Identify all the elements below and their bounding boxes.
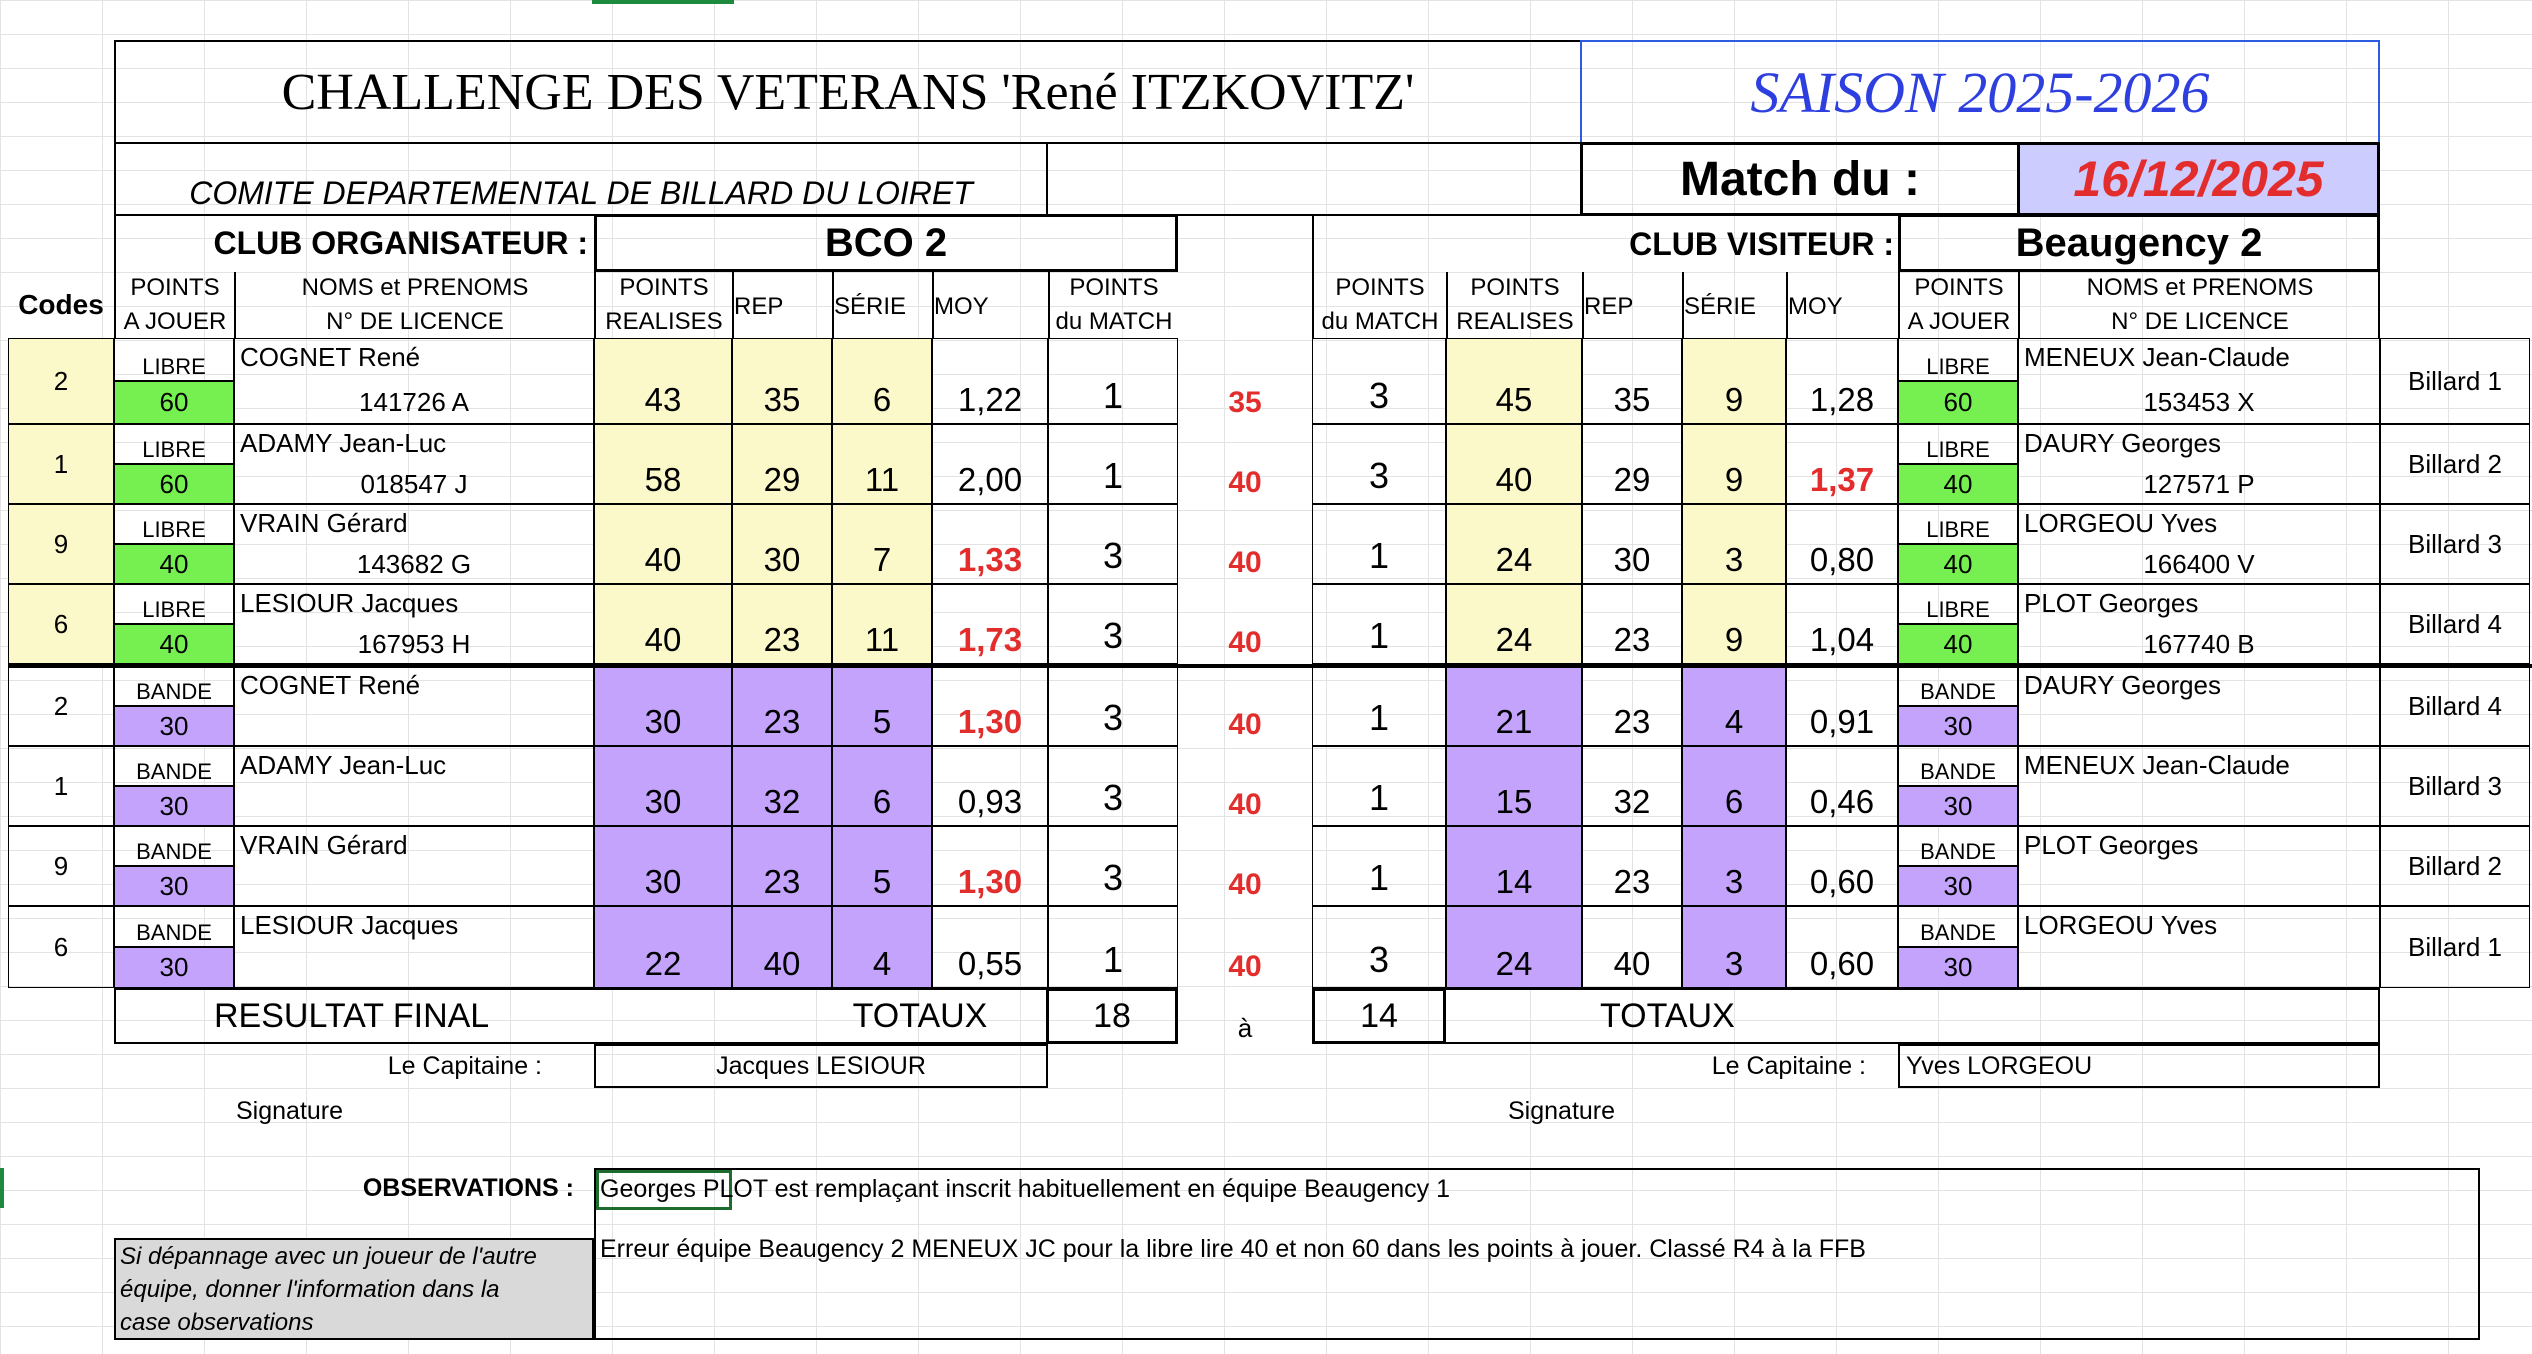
host-moy[interactable]: 0,55 <box>932 906 1048 988</box>
v-moy-header: MOY <box>1786 272 1898 338</box>
target-points: 40 <box>1228 546 1262 579</box>
v-points-match-header <box>1312 272 1446 338</box>
host-player-name[interactable]: COGNET René <box>240 342 421 372</box>
visitor-licence[interactable]: 127571 P <box>2143 468 2255 499</box>
host-points-match[interactable]: 3 <box>1048 746 1178 826</box>
committee: COMITE DEPARTEMENTAL DE BILLARD DU LOIRET <box>114 142 1048 216</box>
a-label: à <box>1237 1013 1253 1043</box>
visitor-licence[interactable]: 166400 V <box>2143 548 2255 579</box>
moy-header: MOY <box>932 272 1048 338</box>
host-points-match[interactable]: 3 <box>1048 584 1178 664</box>
billard-cell[interactable]: Billard 2 <box>2380 424 2530 504</box>
v-points-a-jouer-header-line-1: POINTS <box>1914 274 2004 301</box>
code-cell[interactable]: 1 <box>8 424 114 504</box>
billard-cell[interactable]: Billard 4 <box>2380 584 2530 664</box>
visitor-mode: BANDE <box>1898 826 2018 866</box>
host-signature-label: Signature <box>236 1096 344 1125</box>
visitor-points-realises[interactable]: 24 <box>1446 906 1582 988</box>
noms-header-line-1: NOMS et PRENOMS <box>301 274 529 301</box>
season: SAISON 2025-2026 <box>1580 40 2380 144</box>
host-mode: LIBRE <box>114 584 234 624</box>
visitor-rep[interactable]: 30 <box>1582 504 1682 584</box>
host-mode: BANDE <box>114 906 234 947</box>
host-totaux-label: TOTAUX <box>852 996 988 1035</box>
host-captain[interactable]: Jacques LESIOUR <box>594 1044 1048 1088</box>
visitor-club[interactable]: Beaugency 2 <box>1898 214 2380 272</box>
visitor-rep[interactable]: 23 <box>1582 826 1682 906</box>
host-points-a-jouer[interactable]: 30 <box>114 706 234 746</box>
note-box <box>114 1238 594 1340</box>
v-points-realises-header-line-1: POINTS <box>1470 274 1560 301</box>
v-points-a-jouer-header-line-2: A JOUER <box>1907 308 2011 335</box>
visitor-licence[interactable] <box>2018 786 2380 826</box>
visitor-player-name[interactable]: LORGEOU Yves <box>2024 508 2218 538</box>
row-selection-marker <box>0 1168 4 1208</box>
host-player-name[interactable]: VRAIN Gérard <box>240 830 408 860</box>
host-captain-label: Le Capitaine : <box>387 1051 542 1080</box>
note-line-2: équipe, donner l'information dans la <box>120 1275 500 1303</box>
points-match-header <box>1048 272 1178 338</box>
host-rep[interactable]: 32 <box>732 746 832 826</box>
visitor-serie[interactable]: 3 <box>1682 826 1786 906</box>
visitor-points-match[interactable]: 1 <box>1312 826 1446 906</box>
visitor-serie[interactable]: 9 <box>1682 584 1786 664</box>
visitor-mode: LIBRE <box>1898 504 2018 544</box>
host-moy[interactable]: 1,30 <box>932 666 1048 746</box>
billard-cell[interactable]: Billard 2 <box>2380 826 2530 906</box>
visitor-serie[interactable]: 6 <box>1682 746 1786 826</box>
host-points-match[interactable]: 3 <box>1048 826 1178 906</box>
host-points-a-jouer[interactable]: 30 <box>114 947 234 988</box>
visitor-points-match[interactable]: 3 <box>1312 424 1446 504</box>
host-serie[interactable]: 6 <box>832 746 932 826</box>
target-points: 40 <box>1228 466 1262 499</box>
visitor-player-name[interactable]: DAURY Georges <box>2024 428 2222 458</box>
host-points-realises[interactable]: 30 <box>594 746 732 826</box>
points-a-jouer-header-line-2: A JOUER <box>123 308 227 335</box>
host-mode: LIBRE <box>114 338 234 381</box>
host-serie[interactable]: 11 <box>832 584 932 664</box>
host-licence[interactable]: 141726 A <box>359 387 469 417</box>
visitor-points-realises[interactable]: 40 <box>1446 424 1582 504</box>
host-points-realises[interactable]: 30 <box>594 826 732 906</box>
points-a-jouer-header-line-1: POINTS <box>130 274 220 301</box>
visitor-mode: LIBRE <box>1898 584 2018 624</box>
billard-cell[interactable]: Billard 1 <box>2380 338 2530 424</box>
host-moy[interactable]: 1,33 <box>932 504 1048 584</box>
host-rep[interactable]: 40 <box>732 906 832 988</box>
visitor-rep[interactable]: 29 <box>1582 424 1682 504</box>
visitor-captain-label: Le Capitaine : <box>1711 1051 1866 1080</box>
target-points: 40 <box>1228 708 1262 741</box>
host-points-a-jouer[interactable]: 60 <box>114 381 234 424</box>
visitor-points-realises[interactable]: 21 <box>1446 666 1582 746</box>
host-licence[interactable]: 143682 G <box>356 548 472 579</box>
visitor-licence[interactable] <box>2018 947 2380 988</box>
host-points-realises[interactable]: 22 <box>594 906 732 988</box>
visitor-player-name[interactable]: DAURY Georges <box>2024 670 2222 700</box>
visitor-total[interactable]: 14 <box>1312 988 1446 1044</box>
target-points: 35 <box>1228 386 1262 419</box>
host-mode: BANDE <box>114 826 234 866</box>
host-licence[interactable]: 018547 J <box>360 468 468 499</box>
visitor-rep[interactable]: 40 <box>1582 906 1682 988</box>
visitor-serie[interactable]: 4 <box>1682 666 1786 746</box>
points-match-header-line-1: POINTS <box>1069 274 1159 301</box>
target-points: 40 <box>1228 868 1262 901</box>
visitor-moy[interactable]: 0,46 <box>1786 746 1898 826</box>
points-match-header-line-2: du MATCH <box>1055 308 1173 335</box>
match-date[interactable]: 16/12/2025 <box>2017 142 2380 216</box>
visitor-points-realises[interactable]: 15 <box>1446 746 1582 826</box>
visitor-moy[interactable]: 1,37 <box>1786 424 1898 504</box>
visitor-moy[interactable]: 0,80 <box>1786 504 1898 584</box>
host-points-a-jouer[interactable]: 30 <box>114 866 234 906</box>
visitor-rep[interactable]: 23 <box>1582 666 1682 746</box>
visitor-points-a-jouer[interactable]: 30 <box>1898 786 2018 826</box>
rep-header: REP <box>732 272 832 338</box>
visitor-moy[interactable]: 0,60 <box>1786 826 1898 906</box>
host-player-name[interactable]: LESIOUR Jacques <box>240 588 459 618</box>
observations-label: OBSERVATIONS : <box>362 1173 574 1202</box>
billard-cell[interactable]: Billard 1 <box>2380 906 2530 988</box>
noms-header <box>234 272 594 338</box>
v-points-realises-header <box>1446 272 1582 338</box>
host-rep[interactable]: 30 <box>732 504 832 584</box>
section-divider <box>8 664 2532 668</box>
visitor-points-realises[interactable]: 14 <box>1446 826 1582 906</box>
serie-header: SÉRIE <box>832 272 932 338</box>
visitor-moy[interactable]: 0,60 <box>1786 906 1898 988</box>
header-right-border <box>2378 272 2380 338</box>
visitor-points-realises[interactable]: 45 <box>1446 338 1582 424</box>
code-cell[interactable]: 9 <box>8 504 114 584</box>
host-player-name[interactable]: LESIOUR Jacques <box>240 910 459 940</box>
host-player-name[interactable]: COGNET René <box>240 670 421 700</box>
visitor-serie[interactable]: 3 <box>1682 906 1786 988</box>
host-points-realises[interactable]: 43 <box>594 338 732 424</box>
title: CHALLENGE DES VETERANS 'René ITZKOVITZ' <box>114 40 1582 144</box>
visitor-mode: BANDE <box>1898 666 2018 706</box>
target-points: 40 <box>1228 788 1262 821</box>
visitor-mode: BANDE <box>1898 746 2018 786</box>
host-player-name[interactable]: ADAMY Jean-Luc <box>240 750 447 780</box>
host-points-a-jouer[interactable]: 40 <box>114 624 234 664</box>
visitor-moy[interactable]: 1,04 <box>1786 584 1898 664</box>
result-label: RESULTAT FINAL <box>214 996 490 1035</box>
billard-cell[interactable]: Billard 3 <box>2380 504 2530 584</box>
v-points-realises-header-line-2: REALISES <box>1456 308 1574 335</box>
v-points-a-jouer-header <box>1898 272 2018 338</box>
code-cell[interactable]: 6 <box>8 584 114 664</box>
visitor-points-realises[interactable]: 24 <box>1446 504 1582 584</box>
host-total[interactable]: 18 <box>1046 988 1178 1044</box>
visitor-licence[interactable]: 153453 X <box>2143 387 2255 417</box>
target-points: 40 <box>1228 950 1262 983</box>
host-points-a-jouer[interactable]: 60 <box>114 464 234 504</box>
host-serie[interactable]: 4 <box>832 906 932 988</box>
visitor-player-name[interactable]: PLOT Georges <box>2024 588 2199 618</box>
v-serie-header: SÉRIE <box>1682 272 1786 338</box>
host-serie[interactable]: 5 <box>832 826 932 906</box>
host-licence[interactable] <box>234 866 594 906</box>
visitor-moy[interactable]: 0,91 <box>1786 666 1898 746</box>
visitor-player-name[interactable]: MENEUX Jean-Claude <box>2024 342 2290 372</box>
visitor-points-match[interactable]: 1 <box>1312 746 1446 826</box>
code-cell[interactable]: 6 <box>8 906 114 988</box>
match-label: Match du : <box>1580 142 2020 216</box>
visitor-rep[interactable]: 32 <box>1582 746 1682 826</box>
noms-header-line-2: N° DE LICENCE <box>326 308 504 335</box>
billard-cell[interactable]: Billard 3 <box>2380 746 2530 826</box>
host-rep[interactable]: 29 <box>732 424 832 504</box>
host-licence[interactable]: 167953 H <box>357 628 471 659</box>
host-rep[interactable]: 23 <box>732 584 832 664</box>
visitor-serie[interactable]: 9 <box>1682 424 1786 504</box>
host-moy[interactable]: 1,22 <box>932 338 1048 424</box>
visitor-totaux-label: TOTAUX <box>1444 988 2380 1044</box>
host-points-match[interactable]: 1 <box>1048 906 1178 988</box>
blank-cell <box>1046 142 1582 216</box>
observation-2[interactable]: Erreur équipe Beaugency 2 MENEUX JC pour la libre lire 40 et non 60 dans les points à jouer. Classé R4 à la FFB <box>600 1234 1866 1263</box>
visitor-player-name[interactable]: PLOT Georges <box>2024 830 2199 860</box>
visitor-player-name[interactable]: MENEUX Jean-Claude <box>2024 750 2290 780</box>
host-club[interactable]: BCO 2 <box>594 214 1178 272</box>
host-points-match[interactable]: 3 <box>1048 504 1178 584</box>
host-serie[interactable]: 5 <box>832 666 932 746</box>
code-cell[interactable]: 1 <box>8 746 114 826</box>
visitor-points-a-jouer[interactable]: 40 <box>1898 464 2018 504</box>
billard-cell[interactable]: Billard 4 <box>2380 666 2530 746</box>
v-noms-header <box>2018 272 2380 338</box>
points-a-jouer-header <box>114 272 234 338</box>
host-moy[interactable]: 0,93 <box>932 746 1048 826</box>
column-selection-marker <box>592 0 734 4</box>
host-serie[interactable]: 6 <box>832 338 932 424</box>
host-licence[interactable] <box>234 947 594 988</box>
host-points-realises[interactable]: 58 <box>594 424 732 504</box>
host-player-name[interactable]: ADAMY Jean-Luc <box>240 428 447 458</box>
host-serie[interactable]: 11 <box>832 424 932 504</box>
v-noms-header-line-1: NOMS et PRENOMS <box>2086 274 2314 301</box>
visitor-signature-label: Signature <box>1508 1096 1616 1125</box>
host-rep[interactable]: 23 <box>732 666 832 746</box>
code-cell[interactable]: 2 <box>8 338 114 424</box>
host-mode: BANDE <box>114 746 234 786</box>
visitor-points-match[interactable]: 3 <box>1312 906 1446 988</box>
host-points-match[interactable]: 3 <box>1048 666 1178 746</box>
visitor-points-realises[interactable]: 24 <box>1446 584 1582 664</box>
host-mode: BANDE <box>114 666 234 706</box>
host-points-match[interactable]: 1 <box>1048 338 1178 424</box>
points-realises-header <box>594 272 732 338</box>
host-moy[interactable]: 2,00 <box>932 424 1048 504</box>
visitor-rep[interactable]: 23 <box>1582 584 1682 664</box>
points-realises-header-line-2: REALISES <box>605 308 723 335</box>
host-label: CLUB ORGANISATEUR : <box>114 214 594 272</box>
v-rep-header: REP <box>1582 272 1682 338</box>
visitor-licence[interactable] <box>2018 706 2380 746</box>
points-realises-header-line-1: POINTS <box>619 274 709 301</box>
visitor-points-a-jouer[interactable]: 40 <box>1898 624 2018 664</box>
code-cell[interactable]: 2 <box>8 666 114 746</box>
visitor-points-match[interactable]: 1 <box>1312 666 1446 746</box>
visitor-moy[interactable]: 1,28 <box>1786 338 1898 424</box>
host-points-a-jouer[interactable]: 40 <box>114 544 234 584</box>
visitor-points-a-jouer[interactable]: 40 <box>1898 544 2018 584</box>
host-points-a-jouer[interactable]: 30 <box>114 786 234 826</box>
codes-header: Codes <box>18 289 104 320</box>
visitor-mode: LIBRE <box>1898 424 2018 464</box>
host-moy[interactable]: 1,30 <box>932 826 1048 906</box>
visitor-points-a-jouer[interactable]: 60 <box>1898 381 2018 424</box>
note-line-1: Si dépannage avec un joueur de l'autre <box>120 1242 537 1270</box>
v-noms-header-line-2: N° DE LICENCE <box>2111 308 2289 335</box>
host-player-name[interactable]: VRAIN Gérard <box>240 508 408 538</box>
visitor-points-a-jouer[interactable]: 30 <box>1898 947 2018 988</box>
visitor-rep[interactable]: 35 <box>1582 338 1682 424</box>
host-points-realises[interactable]: 40 <box>594 504 732 584</box>
v-points-match-header-line-1: POINTS <box>1335 274 1425 301</box>
host-points-realises[interactable]: 30 <box>594 666 732 746</box>
code-cell[interactable]: 9 <box>8 826 114 906</box>
observation-1[interactable]: Georges PLOT est remplaçant inscrit habituellement en équipe Beaugency 1 <box>600 1174 1451 1203</box>
visitor-serie[interactable]: 9 <box>1682 338 1786 424</box>
target-points: 40 <box>1228 626 1262 659</box>
host-rep[interactable]: 35 <box>732 338 832 424</box>
v-points-match-header-line-2: du MATCH <box>1321 308 1439 335</box>
visitor-serie[interactable]: 3 <box>1682 504 1786 584</box>
visitor-mode: BANDE <box>1898 906 2018 947</box>
host-mode: LIBRE <box>114 424 234 464</box>
host-points-realises[interactable]: 40 <box>594 584 732 664</box>
host-moy[interactable]: 1,73 <box>932 584 1048 664</box>
host-points-match[interactable]: 1 <box>1048 424 1178 504</box>
visitor-licence[interactable]: 167740 B <box>2143 628 2255 659</box>
note-line-3: case observations <box>120 1308 314 1336</box>
host-mode: LIBRE <box>114 504 234 544</box>
visitor-mode: LIBRE <box>1898 338 2018 381</box>
host-licence[interactable] <box>234 786 594 826</box>
visitor-points-a-jouer[interactable]: 30 <box>1898 866 2018 906</box>
visitor-player-name[interactable]: LORGEOU Yves <box>2024 910 2218 940</box>
visitor-label: CLUB VISITEUR : <box>1312 214 1900 272</box>
visitor-captain[interactable]: Yves LORGEOU <box>1898 1044 2380 1088</box>
host-rep[interactable]: 23 <box>732 826 832 906</box>
host-licence[interactable] <box>234 706 594 746</box>
visitor-points-a-jouer[interactable]: 30 <box>1898 706 2018 746</box>
visitor-points-match[interactable]: 1 <box>1312 504 1446 584</box>
visitor-points-match[interactable]: 1 <box>1312 584 1446 664</box>
host-serie[interactable]: 7 <box>832 504 932 584</box>
visitor-points-match[interactable]: 3 <box>1312 338 1446 424</box>
visitor-licence[interactable] <box>2018 866 2380 906</box>
